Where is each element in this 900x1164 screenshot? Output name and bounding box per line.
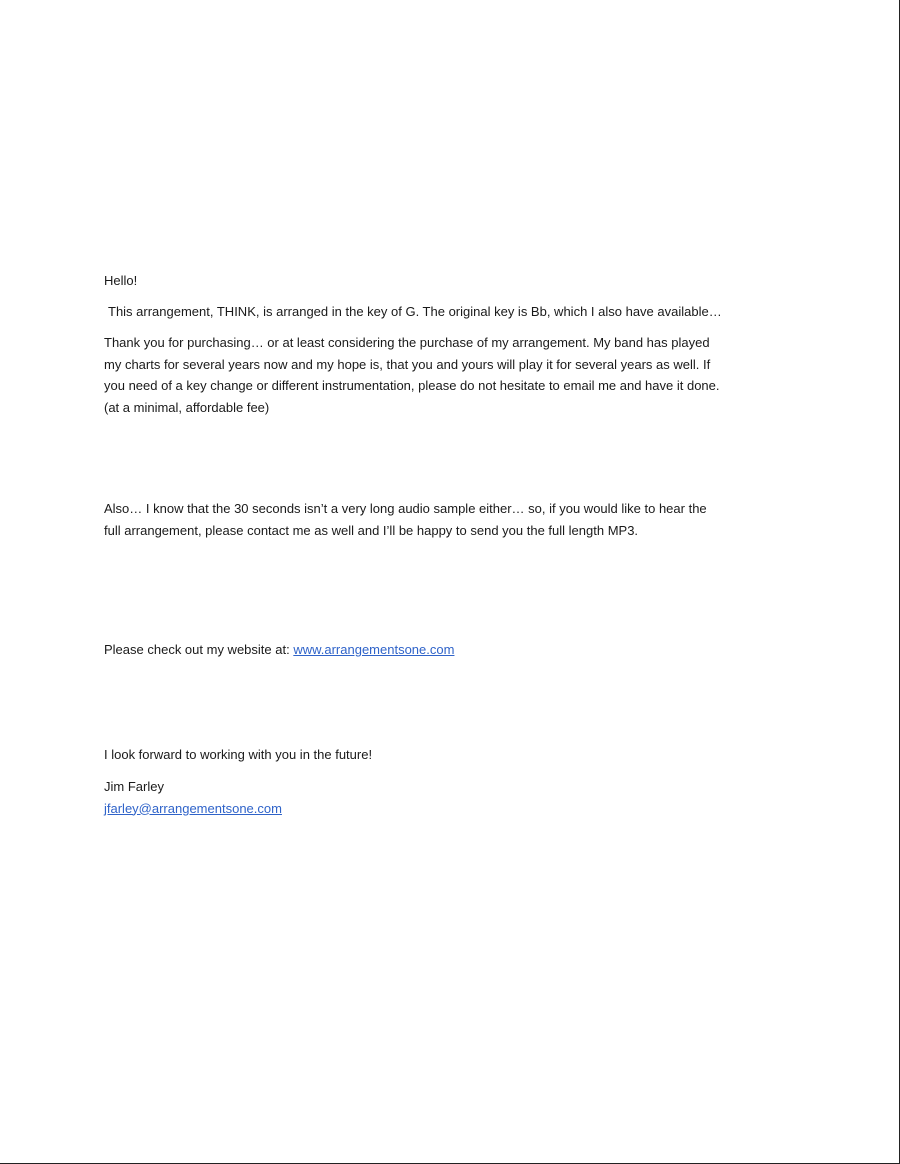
- signature-email-link[interactable]: jfarley@arrangementsone.com: [104, 800, 282, 816]
- letter-body: [104, 270, 724, 819]
- greeting: Hello!: [104, 273, 138, 288]
- key-paragraph: This arrangement, THINK, is arranged in the key of G. The original key is Bb, which I also have available…: [108, 303, 722, 319]
- website-prefix: Please check out my website at:: [104, 642, 294, 657]
- thanks-paragraph: Thank you for purchasing… or at least considering the purchase of my arrangement. My band has played my charts for several years now and my hope is, that you and yours will play it for several years as well. If you need of a key change or different instrumentation, please do not hesitate to email me and have it done. (at a minimal, affordable fee): [104, 335, 720, 415]
- website-link[interactable]: www.arrangementsone.com: [293, 642, 455, 657]
- closing-line: I look forward to working with you in the future!: [104, 746, 373, 762]
- signature-name: Jim Farley: [104, 779, 164, 794]
- audio-paragraph: Also… I know that the 30 seconds isn’t a very long audio sample either… so, if you would like to hear the full arrangement, please contact me as well and I’ll be happy to send you the full length MP3.: [104, 501, 707, 538]
- website-paragraph: [104, 639, 724, 661]
- signature-email-line: [104, 798, 724, 820]
